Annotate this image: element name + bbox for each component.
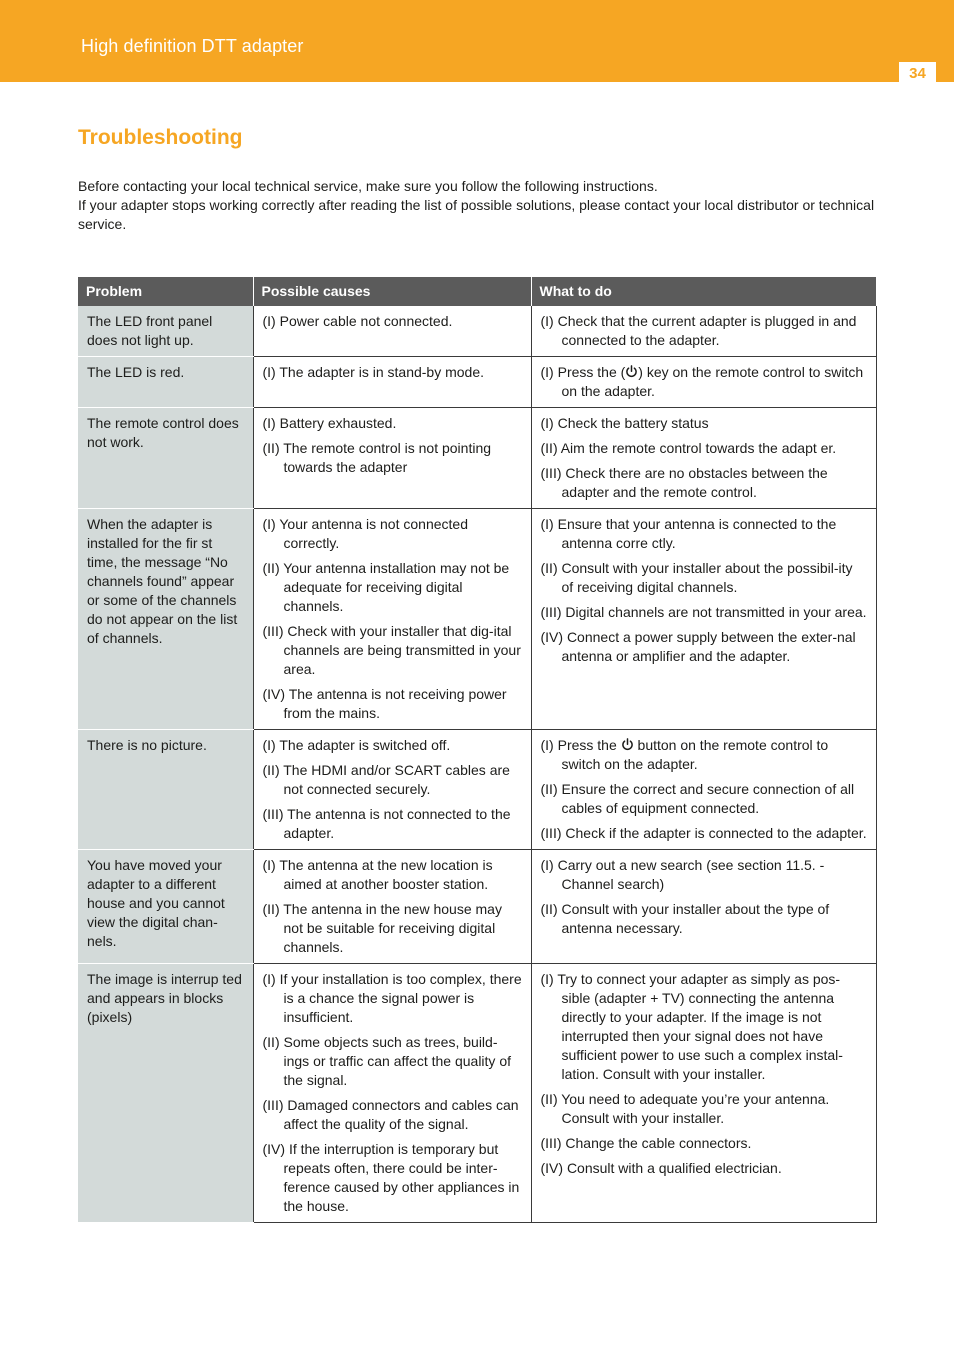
todo-cell — [531, 730, 876, 850]
list-item: (IV) Connect a power supply between the exter-nal antenna or amplifier and the adapter. — [540, 629, 856, 664]
header-banner — [0, 0, 954, 82]
intro-paragraph: Before contacting your local technical service, make sure you follow the following instructions. — [78, 178, 658, 194]
problem-cell: The image is interrup ted and appears in blocks (pixels) — [78, 964, 253, 1223]
column-header-causes: Possible causes — [253, 277, 531, 306]
table-row — [78, 964, 876, 1223]
list-item: (II) The antenna in the new house may not be suitable for receiving digital channels. — [262, 901, 502, 955]
todo-cell — [531, 850, 876, 964]
problem-cell: You have moved your adapter to a different house and you cannot view the digital chan-nels. — [78, 850, 253, 964]
section-heading: Troubleshooting — [78, 126, 243, 149]
list-item: (I) Ensure that your antenna is connected to the antenna corre ctly. — [540, 516, 837, 551]
problem-cell: The remote control does not work. — [78, 408, 253, 509]
list-item: (I) Check that the current adapter is plugged in and connected to the adapter. — [540, 313, 857, 348]
causes-cell — [253, 964, 531, 1223]
item-text: (I) Press the ( — [540, 364, 626, 380]
power-icon — [625, 365, 638, 378]
table-row — [78, 408, 876, 509]
table-row — [78, 357, 876, 408]
list-item: (I) Check the battery status — [540, 415, 709, 431]
list-item: (II) Ensure the correct and secure connection of all cables of equipment connected. — [540, 781, 855, 816]
list-item: (IV) The antenna is not receiving power from the mains. — [262, 686, 507, 721]
item-text: ) key on the remote control to switch on the adapter. — [561, 364, 864, 399]
problem-cell: The LED front panel does not light up. — [78, 306, 253, 357]
list-item: (III) The antenna is not connected to the adapter. — [262, 806, 511, 841]
list-item: (II) The remote control is not pointing towards the adapter — [262, 440, 492, 475]
list-item: (II) The HDMI and/or SCART cables are not connected securely. — [262, 762, 510, 797]
list-item: (II) Consult with your installer about the type of antenna necessary. — [540, 901, 830, 936]
list-item: (I) Battery exhausted. — [262, 415, 397, 431]
list-item: (III) Check there are no obstacles between the adapter and the remote control. — [540, 465, 828, 500]
intro-paragraph: If your adapter stops working correctly after reading the list of possible solutions, please contact your local distributor or technical service. — [78, 197, 875, 232]
list-item: (IV) Consult with a qualified electrician. — [540, 1160, 782, 1176]
table-row — [78, 850, 876, 964]
list-item: (II) Some objects such as trees, build-ings or traffic can affect the quality of the signal. — [262, 1034, 511, 1088]
list-item: (I) The adapter is in stand-by mode. — [262, 364, 485, 380]
list-item: (IV) If the interruption is temporary but repeats often, there could be inter-ference caused by other appliances in the house. — [262, 1141, 520, 1214]
troubleshooting-table — [78, 277, 877, 1223]
list-item — [541, 736, 868, 774]
causes-cell — [253, 306, 531, 357]
todo-cell — [531, 964, 876, 1223]
table-row — [78, 306, 876, 357]
list-item: (I) Carry out a new search (see section 11.5. - Channel search) — [540, 857, 825, 892]
problem-cell: The LED is red. — [78, 357, 253, 408]
causes-cell — [253, 408, 531, 509]
column-header-todo: What to do — [531, 277, 876, 306]
list-item: (I) The adapter is switched off. — [262, 737, 451, 753]
causes-cell — [253, 509, 531, 730]
problem-cell: When the adapter is installed for the fir st time, the message “No channels found” appear or some of the channels do not appear on the list of channels. — [78, 509, 253, 730]
list-item: (II) Aim the remote control towards the adapt er. — [540, 440, 837, 456]
list-item: (I) Power cable not connected. — [262, 313, 453, 329]
table-header-row — [78, 277, 876, 306]
problem-cell: There is no picture. — [78, 730, 253, 850]
list-item: (I) If your installation is too complex, there is a chance the signal power is insufficient. — [262, 971, 522, 1025]
list-item: (II) Your antenna installation may not be adequate for receiving digital channels. — [262, 560, 510, 614]
list-item: (I) Your antenna is not connected correctly. — [262, 516, 468, 551]
list-item: (II) Consult with your installer about the possibil-ity of receiving digital channels. — [540, 560, 853, 595]
list-item: (III) Check if the adapter is connected to the adapter. — [540, 825, 867, 841]
causes-cell — [253, 357, 531, 408]
list-item: (III) Change the cable connectors. — [540, 1135, 752, 1151]
list-item — [541, 363, 868, 401]
table-row — [78, 730, 876, 850]
document-title: High definition DTT adapter — [81, 36, 304, 56]
list-item: (III) Damaged connectors and cables can affect the quality of the signal. — [262, 1097, 519, 1132]
page-number: 34 — [899, 62, 936, 86]
power-icon — [621, 738, 634, 751]
todo-cell — [531, 408, 876, 509]
list-item: (I) The antenna at the new location is aimed at another booster station. — [262, 857, 493, 892]
todo-cell — [531, 357, 876, 408]
column-header-problem: Problem — [78, 277, 253, 306]
item-text: (I) Press the — [540, 737, 621, 753]
todo-cell — [531, 306, 876, 357]
intro-text — [78, 177, 888, 234]
table-row — [78, 509, 876, 730]
list-item: (III) Check with your installer that dig-ital channels are being transmitted in your area. — [262, 623, 521, 677]
list-item: (I) Try to connect your adapter as simply as pos-sible (adapter + TV) connecting the antenna directly to your adapter. If the image is not interrupted then your signal does not have sufficient power to use such a complex instal-lation. Consult with your installer. — [540, 971, 843, 1082]
list-item: (II) You need to adequate you’re your antenna. Consult with your installer. — [540, 1091, 830, 1126]
item-text: button on the remote control to switch on the adapter. — [561, 737, 829, 772]
causes-cell — [253, 850, 531, 964]
todo-cell — [531, 509, 876, 730]
causes-cell — [253, 730, 531, 850]
table-body — [78, 306, 876, 1223]
list-item: (III) Digital channels are not transmitted in your area. — [540, 604, 867, 620]
